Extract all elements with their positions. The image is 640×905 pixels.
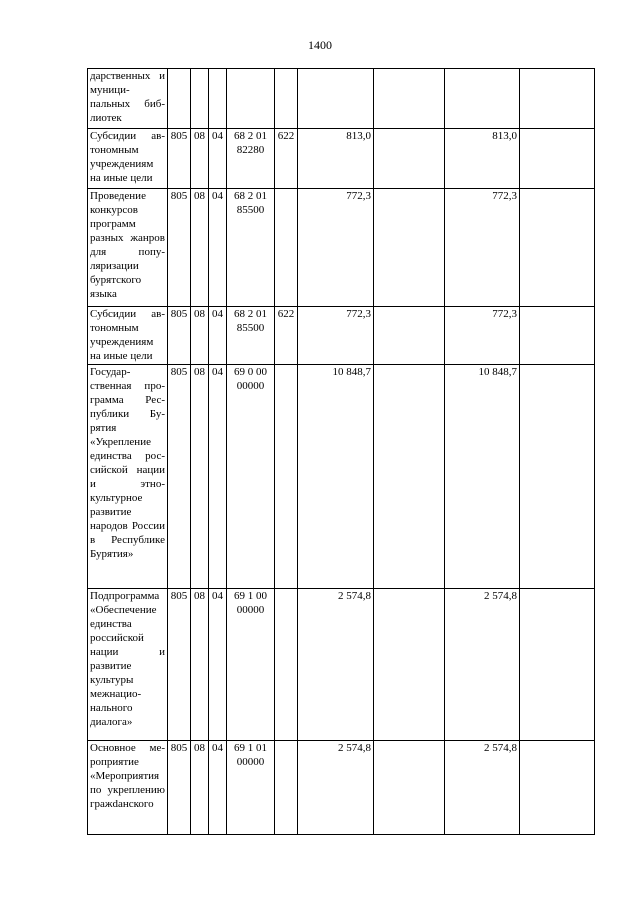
budget-item-name: Субсидии автономным учреждениям на иные цели — [88, 129, 168, 189]
expense-type-code — [275, 589, 298, 741]
subsection-code: 04 — [209, 365, 227, 589]
target-article-code: 68 2 01 85500 — [227, 189, 275, 307]
expense-type-code: 622 — [275, 129, 298, 189]
subsection-code: 04 — [209, 129, 227, 189]
amount-col-2 — [374, 307, 445, 365]
expense-type-code — [275, 365, 298, 589]
target-article-code: 68 2 01 85500 — [227, 307, 275, 365]
amount-total: 2 574,8 — [298, 589, 374, 741]
amount-col-4 — [520, 189, 595, 307]
budget-item-name: Основное мероприятие «Мероприятия по укреплению гражdанского — [88, 741, 168, 835]
target-article-code: 69 1 01 00000 — [227, 741, 275, 835]
amount-total: 813,0 — [298, 129, 374, 189]
table-row — [88, 365, 595, 589]
amount-col-4 — [520, 589, 595, 741]
amount-col-2 — [374, 589, 445, 741]
section-code: 08 — [191, 189, 209, 307]
table-row — [88, 307, 595, 365]
grbs-code: 805 — [168, 129, 191, 189]
amount-total: 772,3 — [298, 307, 374, 365]
section-code: 08 — [191, 307, 209, 365]
amount-col-2 — [374, 69, 445, 129]
target-article-code — [227, 69, 275, 129]
amount-total — [298, 69, 374, 129]
budget-item-name: Государственная программа Республики Бурятия «Укрепление единства российской нации и этнокультурное развитие народов России в Республике Бурятия» — [88, 365, 168, 589]
amount-total: 772,3 — [298, 189, 374, 307]
budget-item-name: дарственных и муниципальных библиотек — [88, 69, 168, 129]
page-number: 1400 — [308, 38, 332, 52]
amount-col-4 — [520, 741, 595, 835]
amount-col-3: 10 848,7 — [445, 365, 520, 589]
subsection-code: 04 — [209, 741, 227, 835]
table-row — [88, 741, 595, 835]
subsection-code: 04 — [209, 307, 227, 365]
grbs-code: 805 — [168, 589, 191, 741]
amount-col-4 — [520, 69, 595, 129]
expense-type-code — [275, 741, 298, 835]
table-row — [88, 589, 595, 741]
target-article-code: 69 0 00 00000 — [227, 365, 275, 589]
budget-table — [87, 68, 595, 835]
amount-col-3: 2 574,8 — [445, 741, 520, 835]
section-code: 08 — [191, 129, 209, 189]
expense-type-code — [275, 69, 298, 129]
amount-col-2 — [374, 129, 445, 189]
amount-col-3 — [445, 69, 520, 129]
target-article-code: 68 2 01 82280 — [227, 129, 275, 189]
amount-col-3: 813,0 — [445, 129, 520, 189]
subsection-code: 04 — [209, 589, 227, 741]
budget-item-name: Проведение конкурсов программ разных жанров для популяризации бурятского языка — [88, 189, 168, 307]
amount-col-2 — [374, 189, 445, 307]
amount-col-3: 772,3 — [445, 307, 520, 365]
grbs-code — [168, 69, 191, 129]
amount-col-2 — [374, 365, 445, 589]
amount-col-4 — [520, 129, 595, 189]
amount-total: 10 848,7 — [298, 365, 374, 589]
grbs-code: 805 — [168, 189, 191, 307]
subsection-code: 04 — [209, 189, 227, 307]
amount-col-4 — [520, 365, 595, 589]
section-code — [191, 69, 209, 129]
section-code: 08 — [191, 589, 209, 741]
expense-type-code — [275, 189, 298, 307]
grbs-code: 805 — [168, 741, 191, 835]
section-code: 08 — [191, 741, 209, 835]
target-article-code: 69 1 00 00000 — [227, 589, 275, 741]
expense-type-code: 622 — [275, 307, 298, 365]
table-row — [88, 69, 595, 129]
amount-col-4 — [520, 307, 595, 365]
grbs-code: 805 — [168, 307, 191, 365]
budget-item-name: Субсидии автономным учреждениям на иные цели — [88, 307, 168, 365]
amount-total: 2 574,8 — [298, 741, 374, 835]
subsection-code — [209, 69, 227, 129]
amount-col-3: 772,3 — [445, 189, 520, 307]
section-code: 08 — [191, 365, 209, 589]
grbs-code: 805 — [168, 365, 191, 589]
amount-col-3: 2 574,8 — [445, 589, 520, 741]
table-row — [88, 129, 595, 189]
amount-col-2 — [374, 741, 445, 835]
table-row — [88, 189, 595, 307]
budget-item-name: Подпрограмма «Обеспечение единства российской нации и развитие культуры межнационального диалога» — [88, 589, 168, 741]
